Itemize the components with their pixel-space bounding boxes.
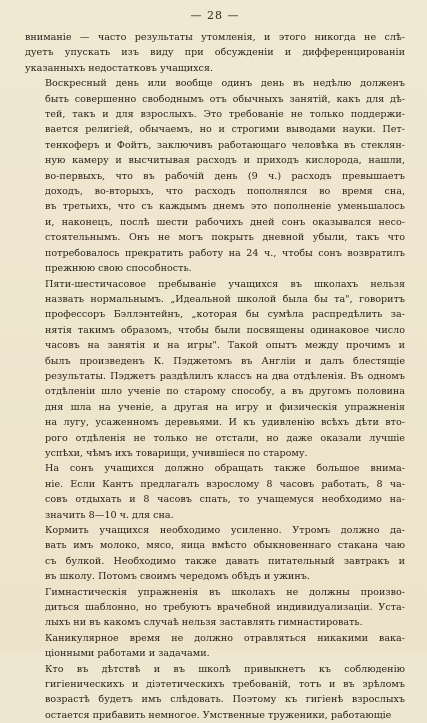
text-line: На сонъ учащихся должно обращать также большое внима- [45, 463, 405, 475]
paragraph [25, 631, 405, 662]
text-line: въ школу. Потомъ своимъ чередомъ обѣдъ и ужинъ. [45, 571, 310, 583]
text-line: лыхъ ни въ какомъ случаѣ нельзя заставлять гимнастировать. [45, 617, 363, 629]
text-line: тенкоферъ и Фойтъ, заключивъ работающаго человѣка въ стеклян- [45, 139, 405, 151]
text-line: потребовалось прекратить работу на 24 ч., чтобы сонъ возвратилъ [45, 247, 405, 259]
text-line: доходъ, во-вторыхъ, что расходъ пополнялся во время сна, [45, 186, 405, 198]
paragraph [25, 662, 405, 723]
page-number: — 28 — [190, 9, 240, 22]
text-line: Кормить учащихся необходимо усиленно. Утромъ должно да- [45, 525, 405, 536]
text-line: успѣхи, чѣмъ ихъ товарищи, учившіеся по старому. [45, 447, 308, 459]
text-line: тей, такъ и для взрослыхъ. Это требованіе не только поддержи- [45, 109, 405, 121]
text-line: дня шла на ученіе, а другая на игру и физическія упражненія [45, 401, 405, 413]
text-line: часовъ на занятія и на игры". Такой опытъ между прочимъ и [45, 340, 405, 352]
paragraph [25, 585, 405, 631]
text-line: прежнюю свою способность. [45, 263, 192, 275]
text-line: вниманіе — часто результаты утомленія, и этого никогда не слѣ- [25, 32, 405, 43]
text-line: ціонными работами и задачами. [45, 648, 210, 660]
text-line: ную камеру и высчитывая расходъ и приходъ кислорода, нашли, [45, 155, 405, 167]
text-line: рого отдѣленія не только не отстали, но даже оказали лучшіе [45, 432, 405, 444]
paragraph [25, 277, 405, 462]
text-line: Кто въ дѣтствѣ и въ школѣ привыкнетъ къ соблюденію [45, 663, 405, 675]
text-line: остается прибавить немногое. Умственные труженики, работающіе [45, 709, 392, 721]
text-line: дуетъ упускать изъ виду при обсужденіи и дифференцированіи [25, 47, 405, 59]
text-line: въ третьихъ, что съ каждымъ днемъ это пополненіе уменьшалось [45, 201, 405, 213]
text-line: возрастѣ будетъ имъ слѣдовать. Поэтому къ гигіенѣ взрослыхъ [45, 694, 405, 706]
paragraph [25, 523, 405, 585]
text-line: вать имъ молоко, мясо, яица вмѣсто обыкновеннаго стакана чаю [45, 540, 405, 552]
text-line: Каникулярное время не должно отравляться никакими вака- [45, 632, 405, 644]
paragraph [25, 461, 405, 523]
text-line: отдѣленіи шло ученіе по старому способу, а въ другомъ половина [45, 386, 405, 398]
text-line: съ булкой. Необходимо также давать питательный завтракъ и [45, 555, 405, 567]
text-line: ніе. Если Кантъ предлагалъ взрослому 8 часовъ работать, 8 ча- [45, 478, 405, 490]
text-line: Воскресный день или вообще одинъ день въ недѣлю долженъ [45, 78, 405, 90]
text-line: стоятельнымъ. Онъ не могъ покрыть дневной убыли, такъ что [45, 232, 405, 244]
text-line: профессоръ Бэллэнтейнъ, „которая бы сумѣла распредѣлить за- [45, 309, 405, 321]
text-line: вается религіей, обычаемъ, но и строгими выводами науки. Пет- [45, 124, 405, 136]
text-line: быть совершенно свободнымъ отъ обычныхъ занятій, какъ для дѣ- [45, 93, 405, 105]
text-line: значить 8—10 ч. для сна. [45, 509, 174, 521]
text-line: результаты. Пэджетъ раздѣлилъ классъ на два отдѣленія. Въ одномъ [45, 370, 405, 382]
text-line: на лугу, усаженномъ деревьями. И къ удивленію всѣхъ дѣти вто- [45, 417, 405, 429]
text-line: былъ произведенъ К. Пэджетомъ въ Англіи и далъ блестящіе [45, 355, 405, 367]
paragraph [25, 30, 405, 76]
text-line: нятія такимъ образомъ, чтобы были посвящены одинаковое число [45, 324, 405, 336]
text-line: совъ отдыхать и 8 часовъ спать, то учащемуся необходимо на- [45, 494, 405, 506]
text-line: Пяти-шестичасовое пребываніе учащихся въ школахъ нельзя [45, 278, 405, 290]
text-line: Гимнастическія упражненія въ школахъ не должны произво- [45, 586, 405, 598]
body-text [25, 30, 405, 723]
paragraph [25, 76, 405, 276]
text-line: назвать нормальнымъ. „Идеальной школой была бы та", говоритъ [45, 293, 405, 305]
text-line: диться шаблонно, но требуютъ врачебной индивидуализаціи. Уста- [45, 602, 405, 614]
text-line: указанныхъ недостатковъ учащихся. [25, 62, 213, 74]
text-line: гигіеническихъ и діэтетическихъ требованій, тотъ и въ зрѣломъ [45, 679, 405, 691]
text-line: и, наконецъ, послѣ шести рабочихъ дней сонъ оказывался несо- [45, 216, 405, 228]
text-line: во-первыхъ, что въ рабочій день (9 ч.) расходъ превышаетъ [45, 170, 405, 182]
